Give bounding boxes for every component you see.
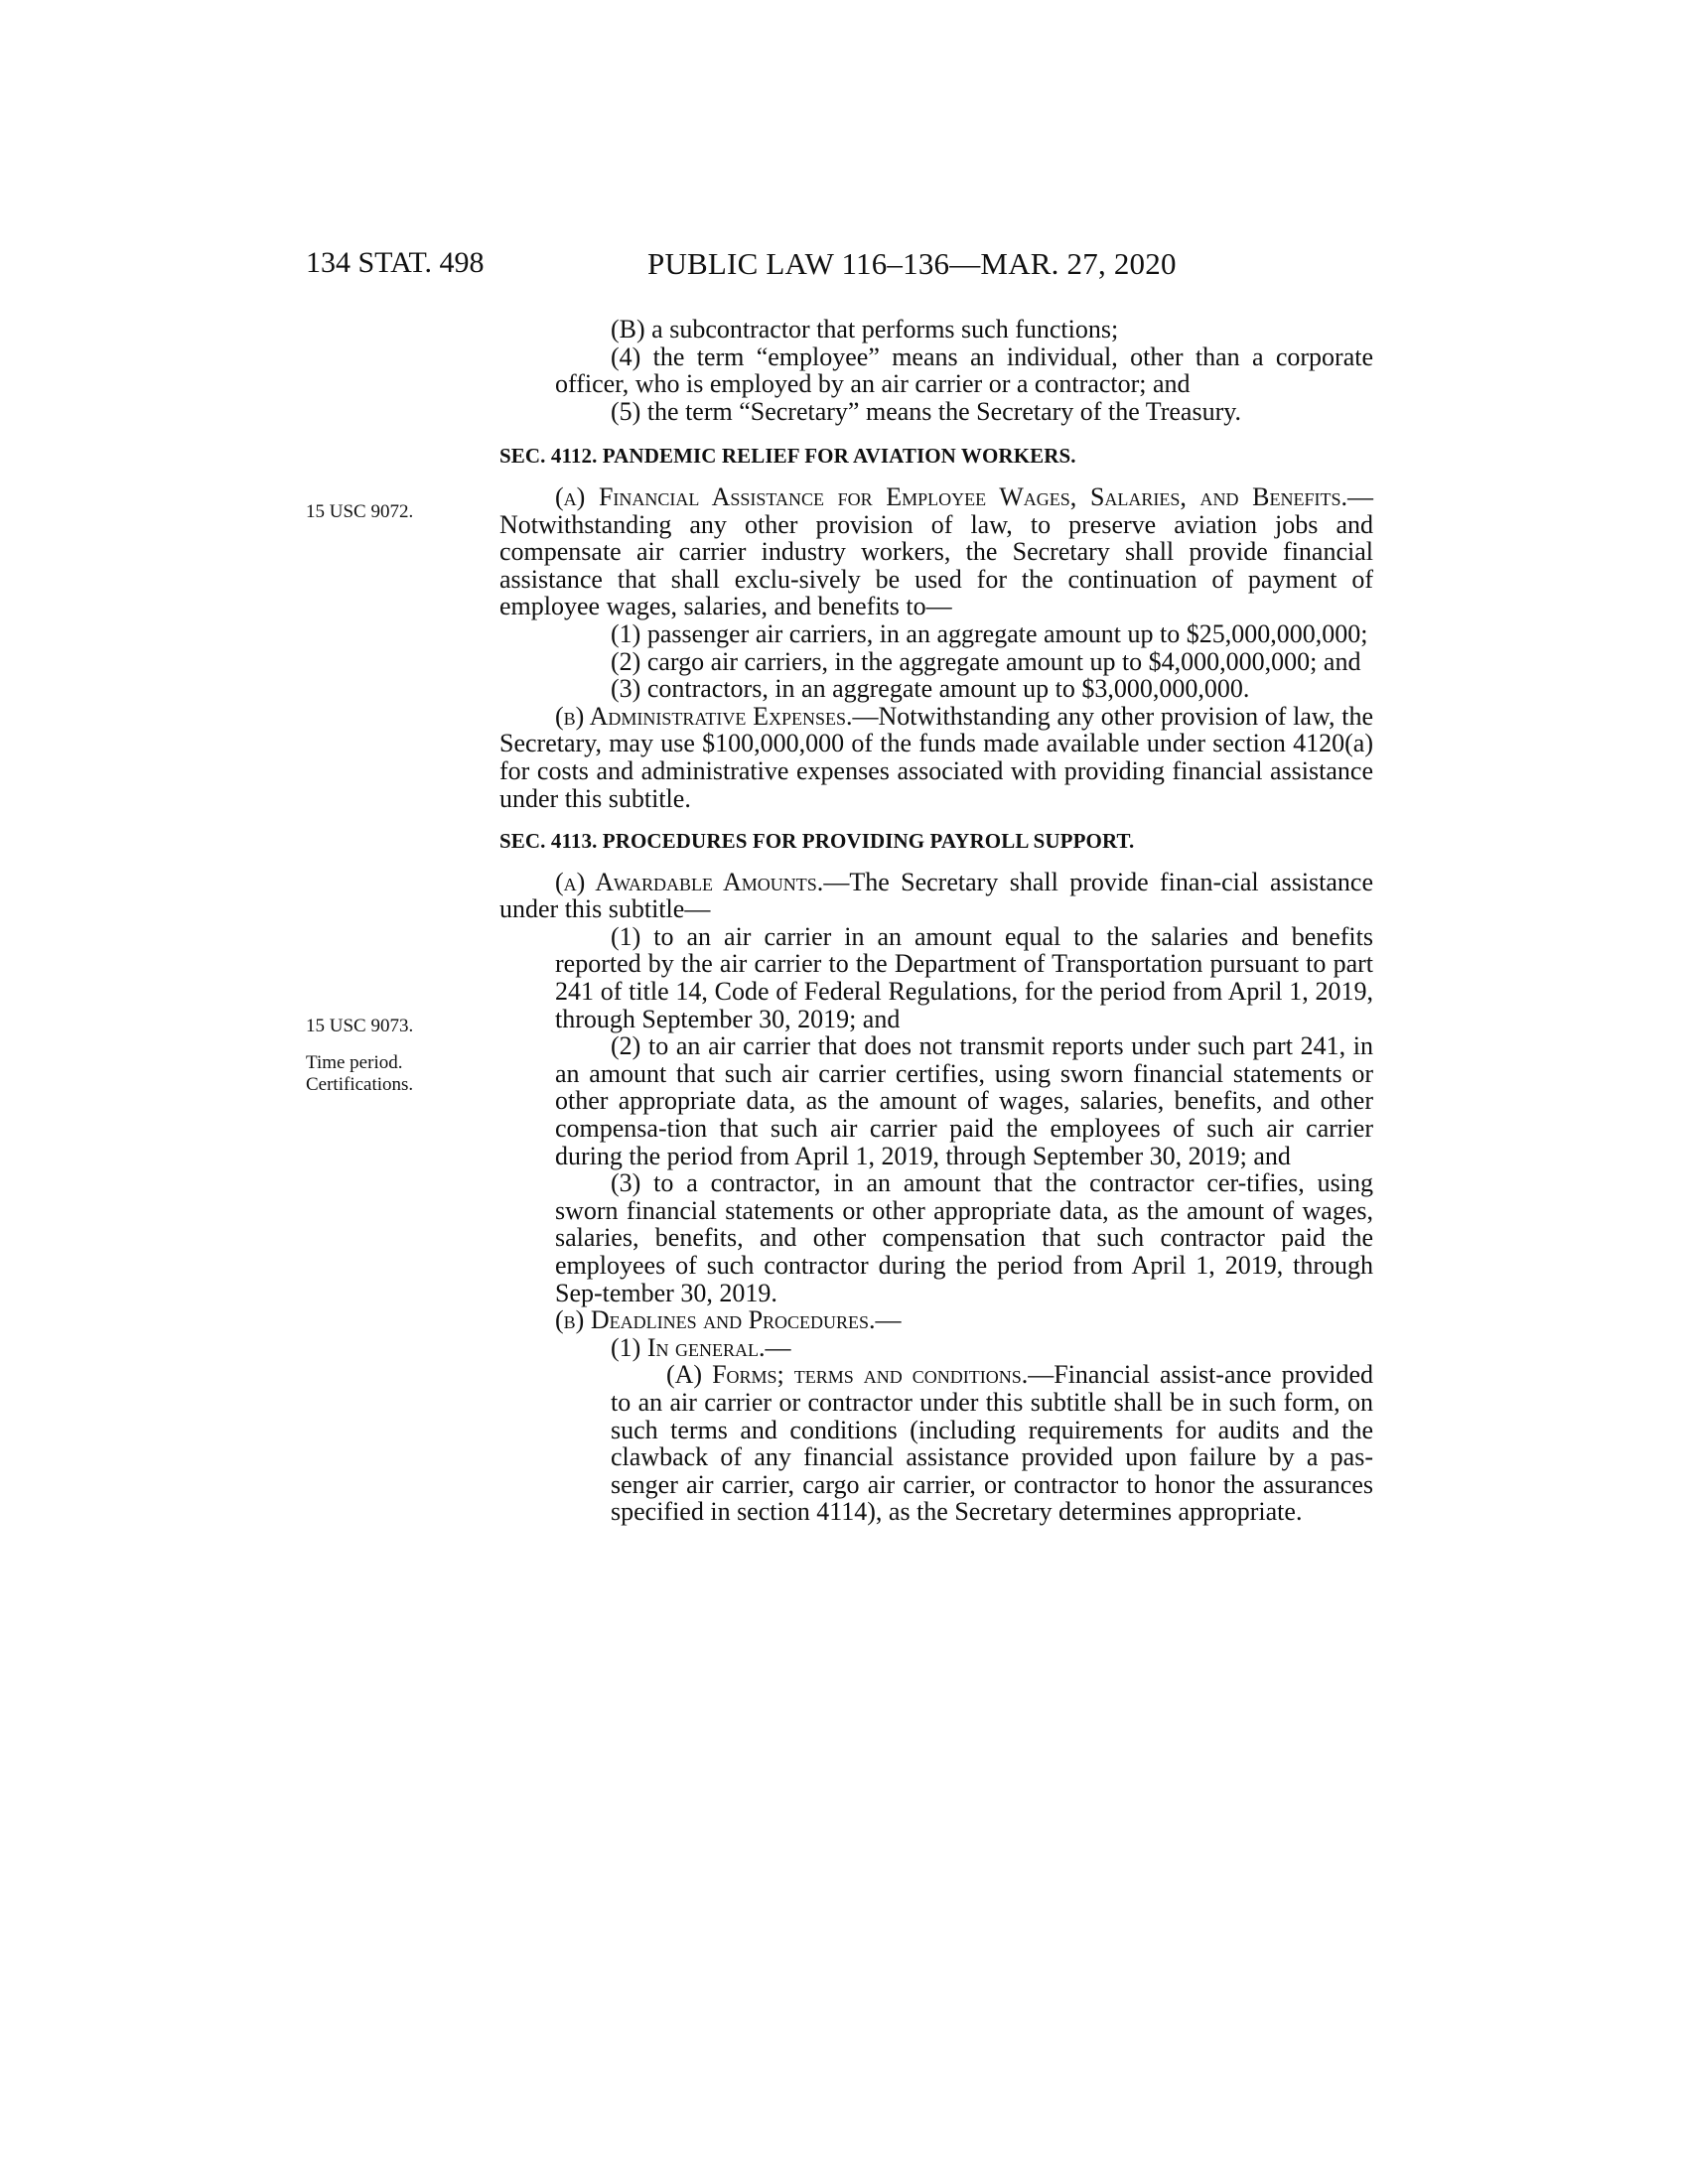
subsection-b-text: —Notwithstanding any other provision of law, the Secretary, may use $100,000,000 of the funds made available under section 4120(a) for costs and administrative expenses associated with providing financial assistance under this subtitle.	[499, 701, 1373, 813]
section-4113-heading: SEC. 4113. PROCEDURES FOR PROVIDING PAYROLL SUPPORT.	[499, 829, 1135, 854]
section-4113-b-1	[499, 1334, 1373, 1362]
subsection-a-caption: (a) Financial Assistance for Employee Wages, Salaries, and Benefits.	[555, 481, 1347, 511]
running-head: PUBLIC LAW 116–136—MAR. 27, 2020	[647, 246, 1177, 281]
paragraph-b-subcontractor: (B) a subcontractor that performs such functions;	[611, 315, 1119, 343]
subparagraph-A-caption: (A) Forms; terms and conditions.	[666, 1360, 1029, 1390]
subsection-a-text: —Notwithstanding any other provision of law, to preserve aviation jobs and compensate air carrier industry workers, the Secretary shall provide financial assistance that shall exclu-sively be used for the continuation of payment of employee wages, salaries, and benefits to—	[499, 481, 1373, 621]
section-4113-item-2: (2) to an air carrier that does not transmit reports under such part 241, in an amount that such air carrier certifies, using sworn financial statements or other appropriate data, as the amount of wages, salaries, benefits, and other compensa-tion that such air carrier paid the employees of such air carrier during the period from April 1, 2019, through September 30, 2019; and	[555, 1031, 1373, 1170]
paragraph-1-caption: (1) In general.—	[611, 1332, 791, 1362]
section-4112-subsection-b	[499, 703, 1373, 812]
margin-note-usc-9072: 15 USC 9072.	[306, 501, 414, 522]
margin-note-time-period: Time period.	[306, 1052, 403, 1073]
section-4113-subsection-b	[499, 1306, 1373, 1334]
statute-body	[499, 316, 1373, 1526]
subparagraph-A-text: —Financial assist-ance provided to an air carrier or contractor under this subtitle shall be in such form, on such terms and conditions (including requirements for audits and the clawback of any financial assistance provided upon failure by a pas-senger air carrier, cargo air carrier, or contractor to honor the assurances specified in section 4114), as the Secretary determines appropriate.	[611, 1360, 1373, 1527]
section-4113-b-1-A	[499, 1361, 1373, 1526]
page-header	[0, 246, 1688, 286]
section-4112-item-1: (1) passenger air carriers, in an aggregate amount up to $25,000,000,000;	[611, 618, 1368, 648]
margin-note-usc-9073: 15 USC 9073.	[306, 1016, 414, 1036]
subsection-b-caption: (b) Deadlines and Procedures.—	[555, 1305, 902, 1335]
section-4112-item-2: (2) cargo air carriers, in the aggregate amount up to $4,000,000,000; and	[611, 646, 1361, 676]
section-4113-item-1: (1) to an air carrier in an amount equal to the salaries and benefits reported by the air carrier to the Department of Transportation pursuant to part 241 of title 14, Code of Federal Regulations, for the period from April 1, 2019, through September 30, 2019; and	[555, 921, 1373, 1033]
subsection-a-caption: (a) Awardable Amounts.	[555, 867, 824, 896]
section-4112-item-3: (3) contractors, in an aggregate amount up to $3,000,000,000.	[611, 674, 1250, 704]
section-4112-heading: SEC. 4112. PANDEMIC RELIEF FOR AVIATION WORKERS.	[499, 444, 1076, 469]
statute-page-reference: 134 STAT. 498	[306, 246, 485, 279]
margin-note-certifications: Certifications.	[306, 1074, 414, 1095]
paragraph-4-employee-definition: (4) the term “employee” means an individual, other than a corporate officer, who is employed by an air carrier or a contractor; and	[555, 341, 1373, 399]
section-4113-subsection-a	[499, 869, 1373, 923]
section-4113-item-3: (3) to a contractor, in an amount that the contractor cer-tifies, using sworn financial statements or other appropriate data, as the amount of wages, salaries, benefits, and other compensation that such contractor paid the employees of such contractor during the period from April 1, 2019, through Sep-tember 30, 2019.	[555, 1168, 1373, 1307]
subsection-b-caption: (b) Administrative Expenses.	[555, 701, 853, 731]
subsection-a-text: —The Secretary shall provide finan-cial assistance under this subtitle—	[499, 867, 1374, 924]
paragraph-5-secretary-definition: (5) the term “Secretary” means the Secretary of the Treasury.	[611, 396, 1242, 426]
section-4112-subsection-a	[499, 483, 1373, 620]
